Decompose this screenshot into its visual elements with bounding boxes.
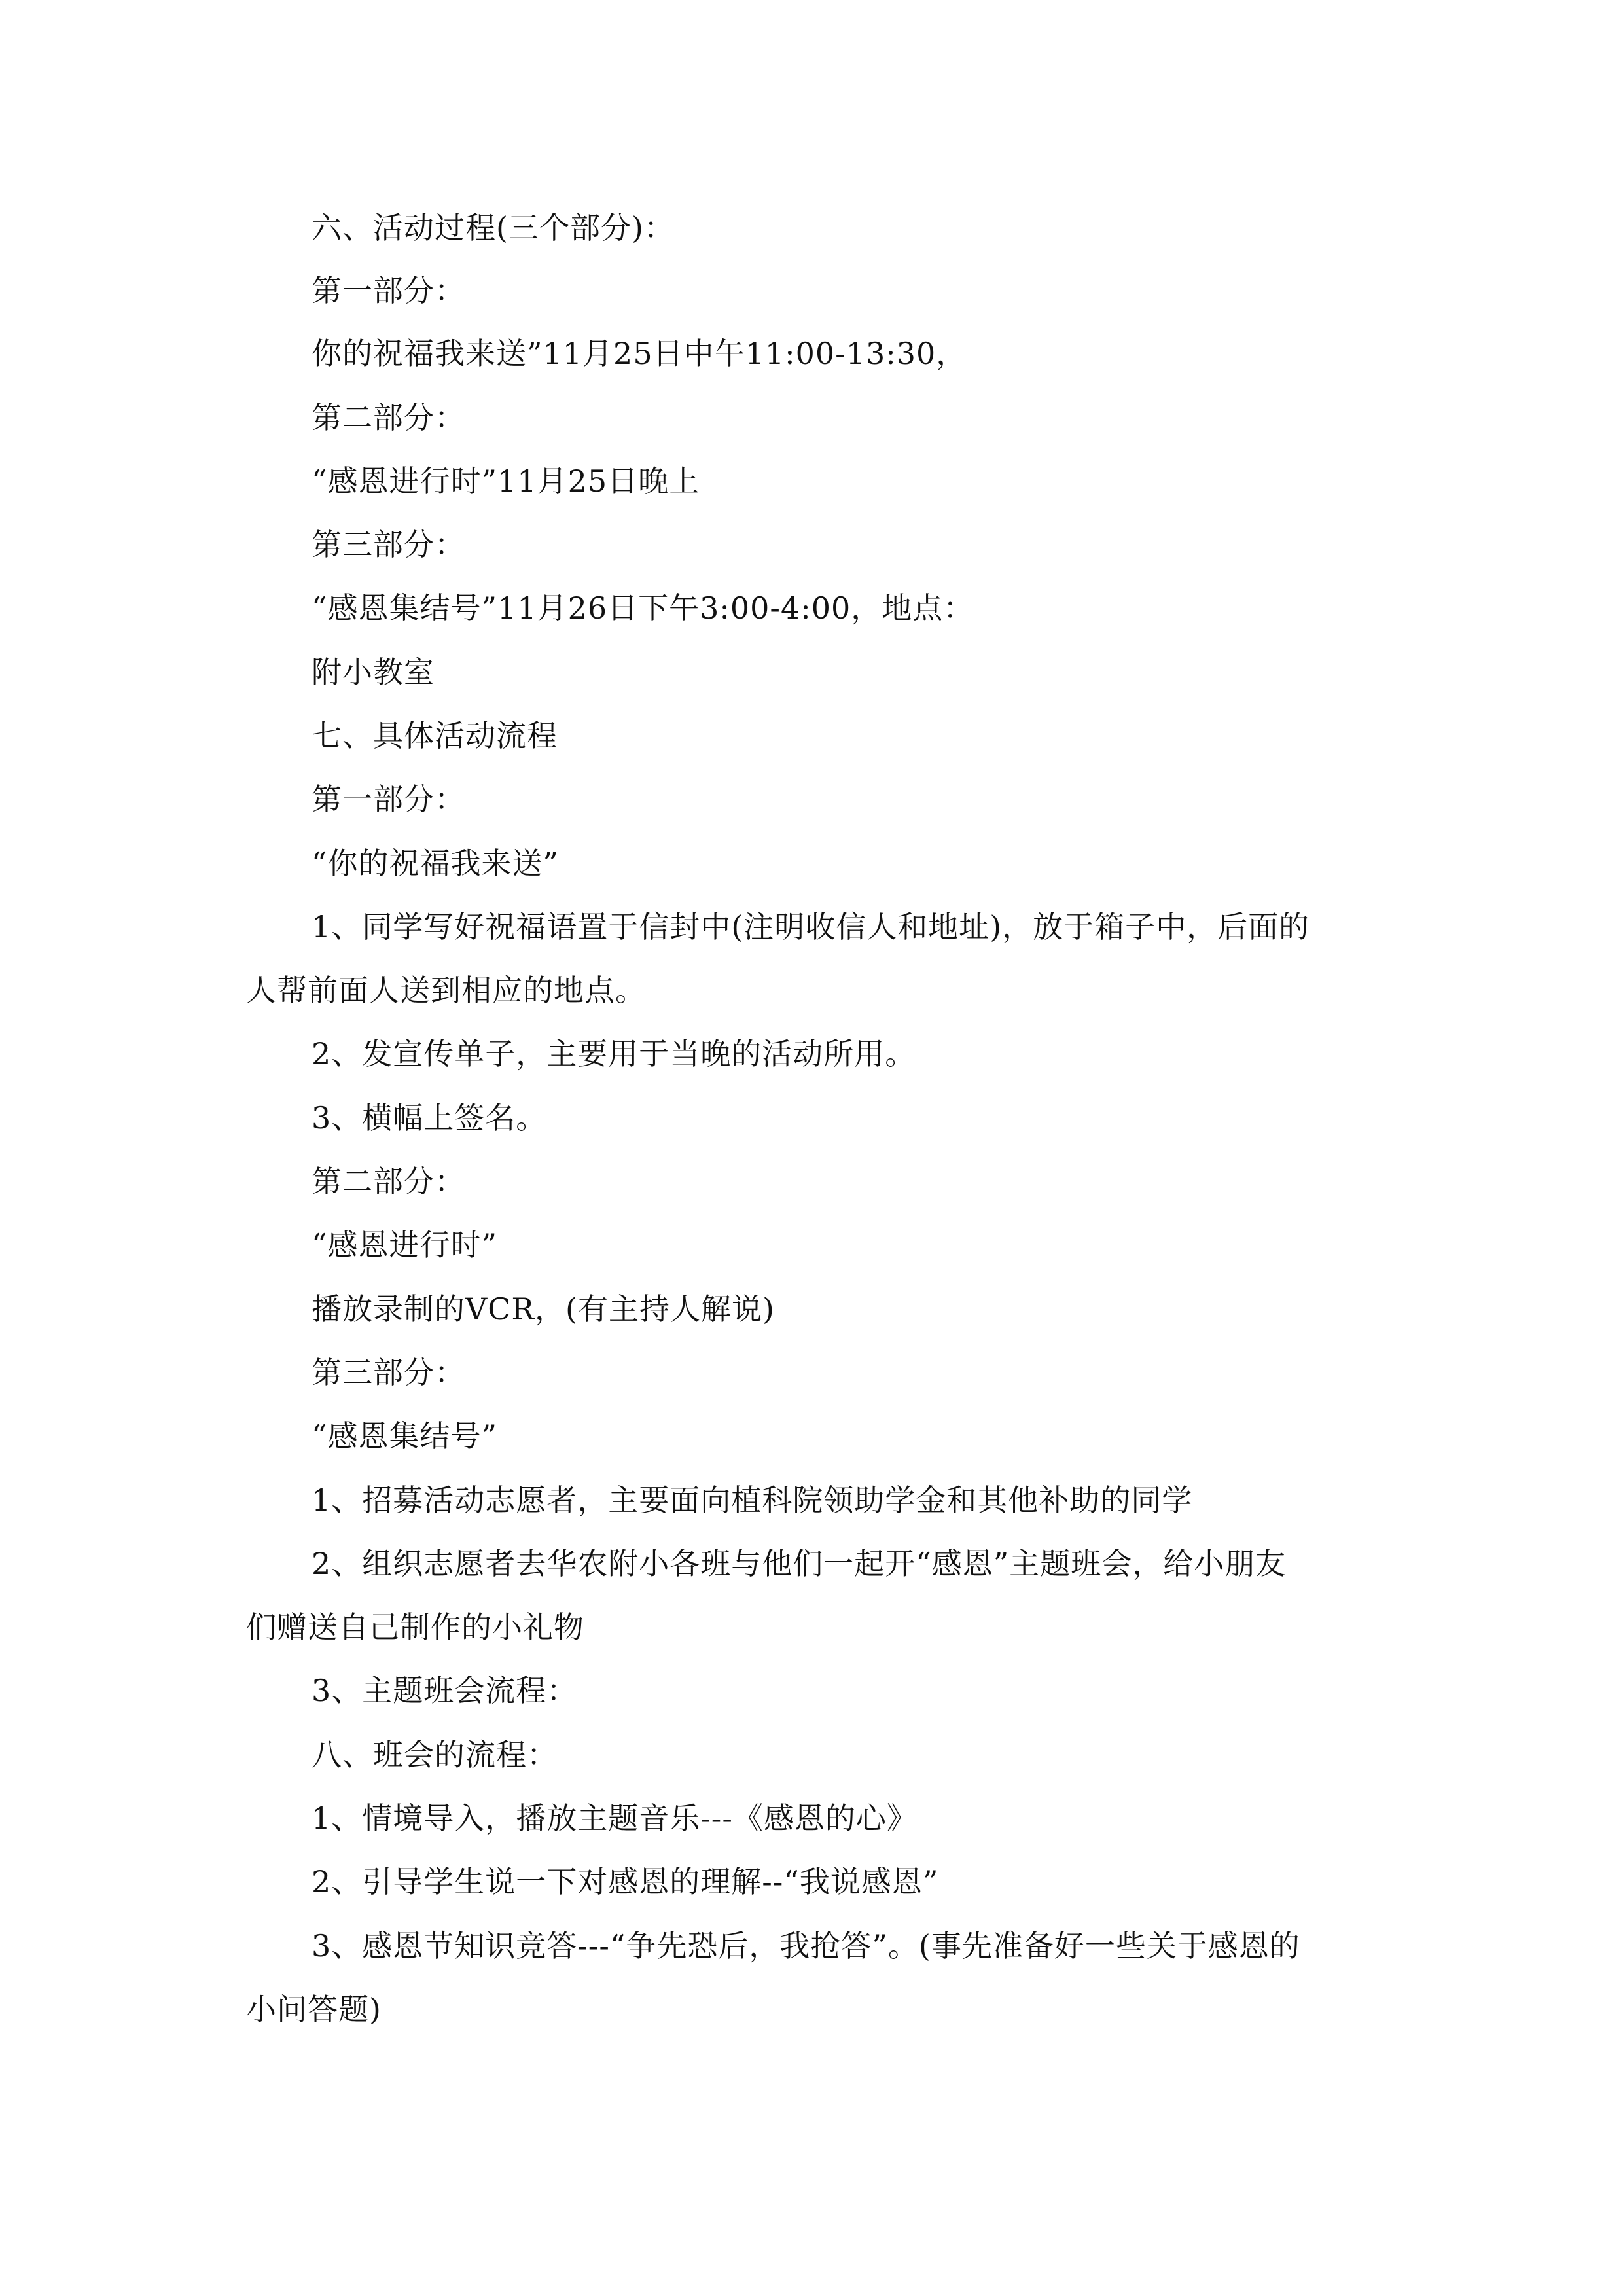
paragraph-line: 们赠送自己制作的小礼物 bbox=[246, 1609, 584, 1645]
paragraph-line: 第三部分： bbox=[312, 1355, 465, 1390]
paragraph-line: 播放录制的VCR，(有主持人解说) bbox=[312, 1291, 775, 1327]
paragraph-line: 第一部分： bbox=[312, 273, 465, 308]
paragraph-line: 1、情境导入，播放主题音乐---《感恩的心》 bbox=[312, 1801, 918, 1836]
section-heading-6: 六、活动过程(三个部分)： bbox=[312, 210, 675, 245]
paragraph-line: 2、引导学生说一下对感恩的理解--“我说感恩” bbox=[312, 1864, 939, 1899]
paragraph-line: 2、组织志愿者去华农附小各班与他们一起开“感恩”主题班会，给小朋友 bbox=[312, 1546, 1287, 1581]
paragraph-line: 1、同学写好祝福语置于信封中(注明收信人和地址)，放于箱子中，后面的 bbox=[312, 909, 1310, 944]
paragraph-line: 第二部分： bbox=[312, 1164, 465, 1199]
paragraph-line: 小问答题) bbox=[246, 1992, 382, 2027]
paragraph-line: 3、主题班会流程： bbox=[312, 1673, 578, 1708]
paragraph-line: “你的祝福我来送” bbox=[312, 846, 560, 881]
paragraph-line: 第二部分： bbox=[312, 400, 465, 435]
paragraph-line: 第三部分： bbox=[312, 527, 465, 562]
paragraph-line: 3、横幅上签名。 bbox=[312, 1100, 547, 1136]
paragraph-line: “感恩进行时” bbox=[312, 1227, 498, 1263]
paragraph-line: “感恩集结号”11月26日下午3:00-4:00，地点： bbox=[312, 590, 974, 626]
paragraph-line: 附小教室 bbox=[312, 655, 435, 690]
paragraph-line: 2、发宣传单子，主要用于当晚的活动所用。 bbox=[312, 1036, 916, 1071]
paragraph-line: 1、招募活动志愿者，主要面向植科院领助学金和其他补助的同学 bbox=[312, 1482, 1193, 1518]
paragraph-line: 3、感恩节知识竞答---“争先恐后，我抢答”。(事先准备好一些关于感恩的 bbox=[312, 1928, 1300, 1964]
section-heading-8: 八、班会的流程： bbox=[312, 1737, 558, 1772]
paragraph-line: “感恩进行时”11月25日晚上 bbox=[312, 463, 700, 499]
paragraph-line: “感恩集结号” bbox=[312, 1418, 498, 1454]
paragraph-line: 人帮前面人送到相应的地点。 bbox=[246, 973, 646, 1008]
paragraph-line: 第一部分： bbox=[312, 781, 465, 817]
section-heading-7: 七、具体活动流程 bbox=[312, 718, 558, 753]
paragraph-line: 你的祝福我来送”11月25日中午11:00-13:30， bbox=[312, 336, 967, 371]
